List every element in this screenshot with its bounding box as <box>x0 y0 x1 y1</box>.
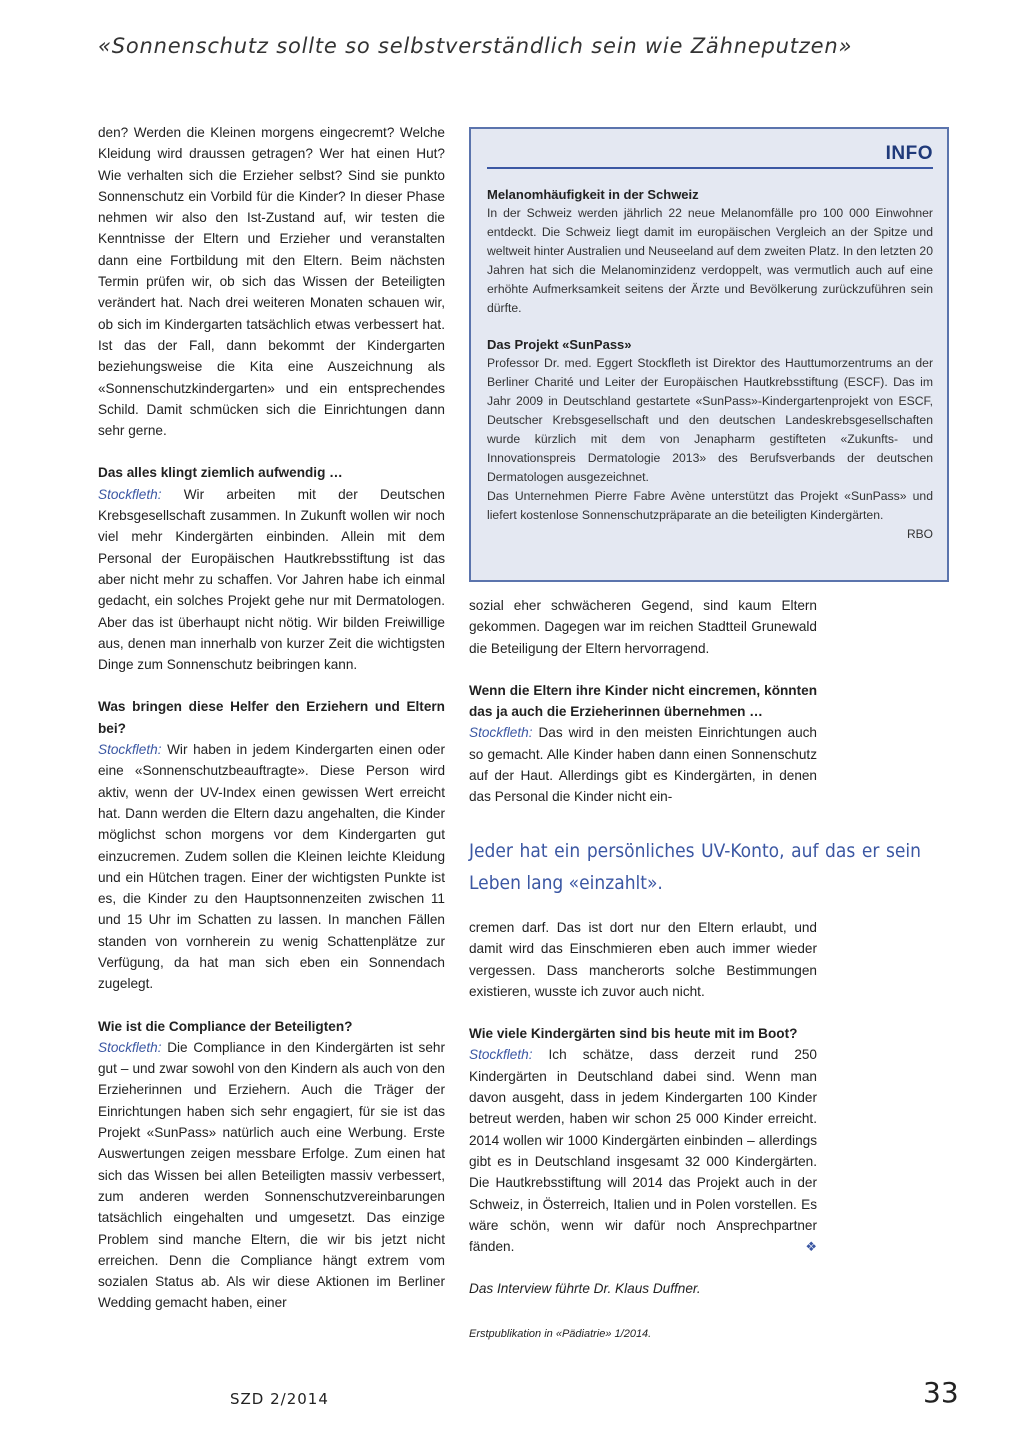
interview-answer <box>469 1044 817 1257</box>
end-mark-icon: ❖ <box>805 1239 817 1255</box>
info-paragraph: Das Unternehmen Pierre Fabre Avène unterstützt das Projekt «SunPass» und liefert kostenlose Sonnenschutzpräparate an die beteiligten Kindergärten. <box>487 489 933 523</box>
pull-quote: Jeder hat ein persönliches UV-Konto, auf das er sein Leben lang «einzahlt». <box>469 840 921 894</box>
info-signature: RBO <box>906 527 933 542</box>
interview-answer <box>469 722 817 807</box>
publication-note: Erstpublikation in «Pädiatrie» 1/2014. <box>469 1327 652 1340</box>
interview-question: Was bringen diese Helfer den Erziehern und Eltern bei? <box>98 699 445 736</box>
article-column-right-bottom <box>469 917 817 1345</box>
speaker-label: Stockfleth: <box>98 1039 162 1055</box>
paragraph: den? Werden die Kleinen morgens eingecremt? Welche Kleidung wird draussen getragen? Wer hat einen Hut? Wie verhalten sich die Erzieher selbst? Sind sie punkto Sonnenschutz ein Vorbild für die Kinder? In dieser Phase nehmen wir also den Ist-Zustand auf, wir testen die Kenntnisse der Eltern und Erzieher und veranstalten dann eine Fortbildung mit den Eltern. Beim nächsten Termin prüfen wir, ob sich das Wissen der Beteiligten verändert hat. Nach drei weiteren Monaten schauen wir, ob sich im Kindergarten tatsächlich etwas verbessert hat. Ist das der Fall, dann bekommt der Kindergarten beziehungsweise die Kita eine Auszeichnung als «Sonnenschutzkindergarten» und ein entsprechendes Schild. Damit schmücken sich die Einrichtungen dann sehr gerne. <box>98 125 445 439</box>
answer-text: Das wird in den meisten Einrichtungen auch so gemacht. Alle Kinder haben dann einen Sonnenschutz auf der Haut. Allerdings gibt es Kindergärten, in denen das Personal die Kinder nicht ein- <box>469 725 817 805</box>
article-column-right-top <box>469 595 817 808</box>
interview-question: Wenn die Eltern ihre Kinder nicht eincremen, könnten das ja auch die Erzieherinnen übernehmen … <box>469 682 817 720</box>
page-number: 33 <box>923 1376 959 1409</box>
interview-answer <box>98 484 445 676</box>
info-section-title: Das Projekt «SunPass» <box>487 336 632 352</box>
paragraph: cremen darf. Das ist dort nur den Eltern erlaubt, und damit wird das Einschmieren eben auch immer wieder vergessen. Dass mancherorts solche Bestimmungen existieren, wusste ich zuvor auch nicht. <box>469 920 817 999</box>
answer-text: Die Compliance in den Kindergärten ist sehr gut – und zwar sowohl von den Kindern als auch von den Erzieherinnen und Erziehern. Auch die Träger der Einrichtungen haben sich sehr engagiert, für sie ist das Projekt «SunPass» natürlich auch eine Werbung. Erste Auswertungen zeigen messbare Erfolge. Zum einen hat sich das Wissen bei allen Beteiligten massiv verbessert, zum anderen werden Sonnenschutzvereinbarungen tatsächlich eingehalten und umgesetzt. Das einzige Problem sind manche Eltern, die wir bis jetzt nicht erreichen. Denn die Compliance hängt extrem vom sozialen Status ab. Als wir diese Aktionen im Berliner Wedding gemacht haben, einer <box>98 1039 445 1311</box>
interview-answer <box>98 739 445 995</box>
footer-journal: SZD 2/2014 <box>230 1390 329 1408</box>
paragraph: sozial eher schwächeren Gegend, sind kaum Eltern gekommen. Dagegen war im reichen Stadtteil Grunewald die Beteiligung der Eltern hervorragend. <box>469 598 817 656</box>
info-paragraph: Professor Dr. med. Eggert Stockfleth ist Direktor des Hauttumorzentrums an der Berliner Charité und Leiter der Europäischen Hautkrebsstiftung (ESCF). Das im Jahr 2009 in Deutschland gestartete «SunPass»-Kindergartenprojekt von ESCF, Deutscher Krebsgesellschaft und den deutschen Landeskrebsgesellschaften wurde kürzlich mit dem von Jenapharm gestifteten «Zukunfts- und Innovationspreis Dermatologie 2013» des Berufsverbands der deutschen Dermatologen ausgezeichnet. <box>487 355 933 485</box>
interview-answer <box>98 1037 445 1314</box>
speaker-label: Stockfleth: <box>469 1047 533 1063</box>
speaker-label: Stockfleth: <box>98 742 162 758</box>
interview-question: Wie viele Kindergärten sind bis heute mit im Boot? <box>469 1026 798 1042</box>
article-column-left <box>98 122 445 1314</box>
info-box <box>469 127 949 582</box>
interview-byline: Das Interview führte Dr. Klaus Duffner. <box>469 1281 701 1297</box>
speaker-label: Stockfleth: <box>98 486 162 502</box>
info-section-title: Melanomhäufigkeit in der Schweiz <box>487 187 699 202</box>
info-paragraph: In der Schweiz werden jährlich 22 neue Melanomfälle pro 100 000 Einwohner entdeckt. Die Schweiz liegt damit im europäischen Vergleich an der Spitze und weltweit hinter Australien und Neuseeland auf dem zweiten Platz. In den letzten 20 Jahren hat sich die Melanominzidenz verdoppelt, was vermutlich auch auf eine erhöhte Aufmerksamkeit seitens der Ärzte und Bevölkerung zurückzuführen sein dürfte. <box>487 206 933 316</box>
interview-question: Wie ist die Compliance der Beteiligten? <box>98 1018 353 1034</box>
answer-text: Wir haben in jedem Kindergarten einen oder eine «Sonnenschutzbeauftragte». Diese Person wird aktiv, wenn der UV-Index einen gewissen Wert erreicht hat. Dann werden die Eltern dazu angehalten, die Kinder möglichst schon morgens vor dem Kindergarten gut einzucremen. Zudem sollen die Kleinen leichte Kleidung und ein Hütchen tragen. Einer der wichtigsten Punkte ist es, die Kinder zu den Hauptsonnenzeiten zwischen 11 und 15 Uhr im Schatten zu lassen. In manchen Fällen standen von vornherein zu wenig Schattenplätze zur Verfügung, da hat man sich eben ein Sonnendach zugelegt. <box>98 742 445 992</box>
interview-question: Das alles klingt ziemlich aufwendig … <box>98 465 343 481</box>
page-header-title: «Sonnenschutz sollte so selbstverständlich sein wie Zähneputzen» <box>98 34 853 58</box>
answer-text: Wir arbeiten mit der Deutschen Krebsgesellschaft zusammen. In Zukunft wollen wir noch viel mehr Kindergärten einbinden. Allein mit dem Personal der Europäischen Hautkrebsstiftung ist das aber nicht mehr zu schaffen. Vor Jahren habe ich einmal gedacht, ein solches Projekt gehe nur mit Dermatologen. Aber das ist überhaupt nicht nötig. Wir bilden Freiwillige aus, denen man innerhalb von kurzer Zeit die wichtigsten Dinge zum Sonnenschutz beibringen kann. <box>98 486 445 673</box>
info-box-heading: INFO <box>487 143 933 169</box>
answer-text: Ich schätze, dass derzeit rund 250 Kindergärten in Deutschland dabei sind. Wenn man davon ausgeht, dass in jedem Kindergarten 100 Kinder betreut werden, haben wir schon 25 000 Kinder erreicht. 2014 wollen wir 1000 Kindergärten einbinden – allerdings gibt es in Deutschland insgesamt 32 000 Kindergärten. Die Hautkrebsstiftung will 2014 das Projekt auch in der Schweiz, in Österreich, Italien und in Polen vorstellen. Es wäre schön, wenn wir dafür noch Ansprechpartner fänden. <box>469 1047 817 1255</box>
speaker-label: Stockfleth: <box>469 725 533 741</box>
